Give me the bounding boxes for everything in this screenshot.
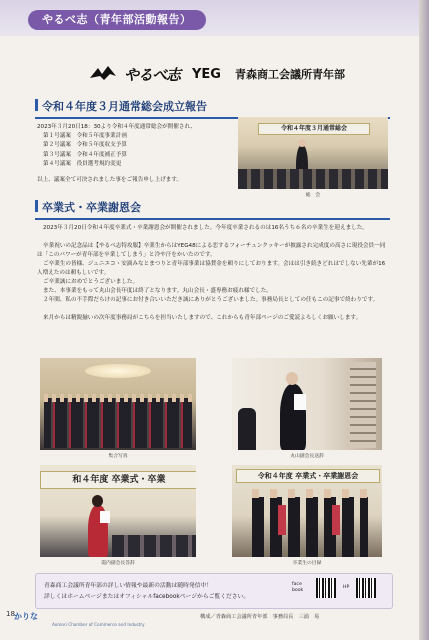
facebook-qr-icon[interactable]: [316, 578, 336, 598]
homepage-qr-icon[interactable]: [356, 578, 376, 598]
speech-paper: [100, 511, 110, 523]
agenda-item: 第３号議案 令和４年度補正予算: [43, 151, 127, 158]
yeg-bird-logo-icon: [88, 64, 118, 84]
paragraph: 来月からは精鋭揃いの次年度事務局がこちらを担当いたしますので、これからも青年部ページのご愛読よろしくお願いします。: [43, 315, 362, 321]
graduates-row: [252, 497, 368, 557]
speaker-head: [298, 139, 306, 147]
person-left: [238, 408, 256, 450]
group-photo: [40, 358, 196, 450]
response-speech-photo: [40, 465, 196, 557]
audience: [112, 535, 196, 557]
speech-photo: [232, 358, 382, 450]
group-people: [44, 398, 192, 448]
section1-title-text: 令和４年度３月通常総会成立報告: [42, 100, 207, 113]
yeg-logo: [88, 63, 345, 85]
photo-caption: 丸山副会長送辞: [290, 454, 324, 459]
photo-caption: 霞内副会長答辞: [101, 561, 135, 566]
speaker-head: [286, 372, 298, 385]
graduates-photo: [232, 465, 382, 557]
speaker-head: [92, 495, 103, 507]
photo-banner: 令和４年度３月通常総会: [258, 123, 370, 135]
magazine-brand-sub: Aomori Chamber of Commerce and Industry: [52, 622, 145, 627]
agenda-list: [37, 132, 232, 169]
agenda-item: 第１号議案 令和５年度事業計画: [43, 133, 127, 139]
header-tab: やるべ志（青年部活動報告）: [28, 10, 206, 30]
agenda-item: 第４号議案 役員選考規約変更: [43, 160, 122, 167]
logo-org: 青森商工会議所青年部: [234, 68, 345, 81]
graduate-sash: [278, 505, 286, 535]
curtain: [350, 362, 376, 448]
paragraph: 2023年３月20日令和４年度卒業式・卒業謝恩会が開催されました。今年度卒業されるのは16名うち６名の卒業生を迎えました。: [43, 225, 368, 231]
info-line-1: 青森商工会議所青年部の詳しい情報や最新の活動は随時発信中！: [44, 583, 213, 589]
title-bar: [35, 99, 38, 111]
paragraph: 卒業祝いの記念品は【やるべ志特攻服】卒業生からはYEG48による恋するフォーチュンクッキーが披露され完成度の高さに現役会員一同は「このパワーが青年部を卒業してしまう」と冷や汗をかいたのです。: [37, 243, 386, 258]
agenda-item: 第２号議案 令和５年度収支予算: [43, 142, 127, 149]
paragraph: ２年間、私の不手際だらけの記事にお付き合いいただき誠にありがとうございました。事務局長としての任もこの記事で終わりです。: [43, 297, 379, 303]
hp-label: HP: [343, 585, 350, 590]
photo-banner: 和４年度 卒業式・卒業: [40, 471, 196, 489]
general-meeting-photo: [238, 117, 388, 189]
section1-intro: 2023年３月20日18：30より令和４年度通常総会が開催され、: [37, 124, 196, 130]
audience: [238, 169, 388, 189]
section2-title: [35, 200, 390, 220]
title-bar: [35, 200, 38, 212]
chandelier: [85, 364, 151, 378]
graduates-heads: [252, 489, 368, 498]
paragraph: ご卒業生の皆様、ジェニエコ・安渦みなとまつりと青年部事業は協賛金を頼りにしております。会はは引き続きどれはでしない先輩が16人増えたのは頼もしいです。: [37, 261, 386, 276]
magazine-brand: かりな: [14, 612, 38, 621]
facebook-label: face book: [292, 582, 304, 593]
info-box: [35, 573, 393, 609]
logo-text: やるべ志: [124, 65, 181, 84]
photo-caption: 集合写真: [108, 454, 128, 459]
photo-caption: 総 会: [305, 193, 321, 198]
photo-caption: 卒業生の目録: [292, 561, 322, 566]
page-number: 18: [6, 610, 15, 618]
paragraph: また、本事業をもって丸山会長年度は終了となります。丸山会長・盛専務お疲れ様でした。: [43, 288, 272, 294]
credit-line: 構成／青森商工会議所青年部 事務局長 三浦 易: [200, 614, 320, 620]
section1-closing: 以上、議案全て可決されました事をご報告申し上げます。: [37, 177, 182, 183]
page-fold-shadow: [419, 0, 429, 640]
section2-title-text: 卒業式・卒業謝恩会: [42, 201, 141, 214]
section1-title: [35, 99, 390, 119]
paragraph: ご卒業誠におめでとうございました。: [43, 279, 139, 285]
speech-paper: [294, 394, 306, 410]
photo-banner: 令和４年度 卒業式・卒業謝恩会: [236, 469, 380, 483]
logo-yeg: YEG: [192, 66, 221, 82]
graduate-sash: [332, 505, 340, 535]
info-line-2: 詳しくはホームページまたはオフィシャルfacebookページからご覧ください。: [44, 594, 250, 600]
group-heads: [44, 394, 192, 402]
